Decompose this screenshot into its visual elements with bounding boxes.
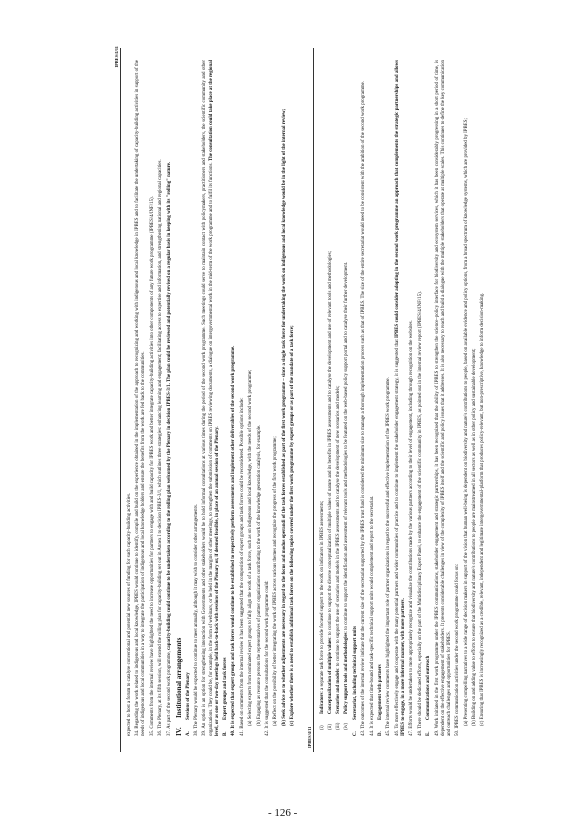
heading-text: Communications and outreach <box>426 655 432 720</box>
paragraph: 38. The Plenary would be expected to continue to meet annually, although it may wish to consider other arrangements. <box>194 504 200 736</box>
paragraph <box>395 60 407 736</box>
list-item-description: : to continue to support the diverse conceptualization of multiple values of nature and its benefits in IPBES assessments and to catalyse the development and use of relevant tools and methodologies; <box>328 250 334 638</box>
section-heading <box>353 60 359 736</box>
sub-paragraph: (a) Selecting experts from nominated expert groups to fully align the work of a task force, such as on indigenous and local knowledge, with the needs of the second work programme; <box>248 369 254 726</box>
paragraph <box>167 60 173 736</box>
heading-label: B. <box>223 731 229 736</box>
list-item-number: (i) <box>320 725 325 730</box>
paragraph: 49. Work initiated in the first work programme under the IPBES communications, stakeholder engagement and strategic partnerships, it has been recognized that the ability of IPBES to strengthen the science–policy interface for biodiversity and ecosystem services, which it has been considerably progressing in a short period of time, is dependent on the effective engagement of stakeholders. It presents considerable challenges in view of the complexity of IPBES itself and the scientific and policy issues that it addresses. It is also necessary to reach and build a dialogue with the multiple stakeholders that operate at multiple scales. This continues to define the key communication and outreach challenges and opportunities for IPBES. <box>434 60 452 736</box>
list-item-description: : to continue to support the identification and assessment of relevant tools and methodologies to be featured on the web-based policy support portal and to catalyse their further development. <box>344 261 350 633</box>
list-item <box>320 60 326 736</box>
list-item <box>328 60 334 736</box>
paragraph: expected to host a forum to catalyse conventional and potential new sources of funding for such capacity-building activities. <box>127 492 132 736</box>
heading-label: A. <box>185 731 191 736</box>
paragraph-text: 39. An option is an option for strengthening interaction with Governments and other stakeholders would be to hold informal consultations at various times during the period of the second work programme. Such meetings could serve to maintain contact with policymakers, practitioners and stakeholders, the scientific community and other organizations. They could be, for example, in the form of webinars, or be held in the margins of other meetings, to strengthen the submission of comments on IPBES reviewing documents, a dialogue on intergovernmental work in the mid-term of the work programme and to fulfil its functions. <box>202 60 214 736</box>
header-rule <box>313 48 314 752</box>
right-page-body <box>320 60 489 736</box>
list-item-number: (ii) <box>328 724 334 730</box>
heading-text: Engagement with partners <box>378 664 384 720</box>
left-page-body <box>127 60 299 736</box>
paragraph: 44. It is expected that time-bound and task-specific technical support units would complement and report to the secretariat. <box>369 495 375 736</box>
chapter-heading <box>175 60 183 736</box>
heading-text: Institutional arrangements <box>175 637 184 718</box>
heading-label: E. <box>426 731 432 736</box>
sub-paragraph: (b) Building on and adding value to efforts to ensure that biodiversity and nature's contributions to people are mainstreamed in all sectors as well as in other policy and sustainable development; <box>471 348 477 726</box>
list-item-description: : a separate task force to provide focused support to the work on indicators in IPBES assessments; <box>320 500 325 693</box>
paragraph: 50. IPBES communication activities under the second work programme could focus on: <box>455 564 461 736</box>
sub-paragraph: (a) Presenting compelling narratives to a wide range of decision makers in support of the vision that human well-being is dependent on biodiversity and nature's contributions to people, based on available evidence and policy options, from a broad spectrum of knowledge systems, which are provided by IPBES; <box>463 118 469 726</box>
list-item-text <box>328 60 334 714</box>
section-heading <box>186 60 192 736</box>
paragraph-emphasis: capacity-building could continue to be undertaken according to the rolling plan welcomed by the Plenary in decision IPBES-3/1. The plan could be reviewed and potentially revised on a regular basis in keeping with its "rolling" nature. <box>166 161 172 650</box>
document-symbol: IPBES/4/11 <box>114 46 119 68</box>
heading-label: IV. <box>175 727 184 736</box>
right-page <box>308 40 488 760</box>
paragraph-emphasis: The consultation could take place at the regional level, or as one or two-day meetings held back-to-back with sessions of the Plenary or, if deemed feasible, in place of an annual session of the Plenary. <box>208 59 220 736</box>
list-item-label: Policy support tools and methodologies <box>344 632 350 714</box>
paragraph-text: 46. To more effectively engage and cooperate with the many potential partners and wider communities of practice and to continue to implement the stakeholder engagement strategy, it is suggested that <box>394 337 400 736</box>
document-symbol: IPBES/4/11 <box>307 726 312 748</box>
sub-paragraph: (c) Explore whether there is a need to establish additional task forces on the following topics covered under the first work programme by expert groups or as part of the mandate of a task force; <box>290 325 296 726</box>
section-heading <box>426 60 432 736</box>
list-item-description: : to continue to support the use of scenarios and models in the IPBES assessments and to catalyse the development of new scenarios and models; <box>336 385 342 669</box>
paragraph: 41. Based on comments from the internal review it has been suggested that the composition of expert groups and task forces could be reconsidered. Possible options include: <box>239 397 245 736</box>
list-item <box>344 60 350 736</box>
heading-text: Secretariat, including technical support units <box>352 625 358 720</box>
header-rule <box>120 48 121 752</box>
sub-paragraph: (a) Reflect on the possibility of better integrating the work of IPBES across various themes and recognize the progress of the first work programme; <box>273 436 279 726</box>
heading-text: Sessions of the Plenary <box>185 672 191 720</box>
paragraph: 47. Efforts would be undertaken to more appropriately recognize and visualize the contributions made by the various partners according to their level of engagement, including through recognition on the websites. <box>409 320 415 736</box>
list-item-number: (iv) <box>344 722 350 730</box>
list-item-label: Conceptualization of multiple values <box>328 637 334 714</box>
section-heading <box>378 60 384 736</box>
list-item-text <box>336 60 342 714</box>
list-item-text <box>320 60 326 714</box>
paragraph: 42. It is suggested that the consultations for the second work programme could: <box>265 580 271 736</box>
paragraph: 43. The outcomes of the internal review indicate that the current size of the secretariat supported by the IPBES trust fund is considered the minimum size to manage a thorough implementation process such as that of IPBES. The size of the entire secretariat would need to be consistent with the ambition of the second work programme. <box>361 81 367 736</box>
paragraph: 40. It is expected that expert groups and task forces would continue to be established to respectively perform assessments and implement other deliverables of the second work programme. <box>231 345 237 736</box>
heading-label: D. <box>378 731 384 736</box>
section-heading <box>223 60 229 736</box>
paragraph-emphasis: IPBES could consider adopting in the second work programme an approach that complements the strategic partnerships and allows IPBES to engage, in a more informal manner, with more partners. <box>394 59 406 736</box>
paragraph: 35. Comments from the internal review have highlighted the need to increase opportunities for partners to engage with and build capacity for IPBES work and better integrate capacity-building activities into other components of any future work programme (IPBES/4/INF/15). <box>149 196 155 736</box>
paragraph: 45. The internal review comments have highlighted the important role of partner organizations in regard to the successful and effective implementation of the IPBES work programme. <box>386 377 392 736</box>
paragraph: 36. The Plenary, at its fifth session, will extend the rolling plan for capacity-building set out in Annex I to decision IPBES-3/1, which outlines three strategies: enhancing learning and engagement; facilitating access to expertise and information, and strengthening national and regional capacities. <box>158 159 164 736</box>
list-item-label: Scenarios and models <box>336 668 342 714</box>
left-page <box>115 40 300 760</box>
heading-label: C. <box>352 731 358 736</box>
list-item-label: Indicators <box>320 692 325 714</box>
paragraph: 34. Regarding the work related to indigenous and local knowledge, IPBES would continue to identify, compile and build on the experience obtained in the implementation of the approach to recognizing and working with indigenous and local knowledge in IPBES and to facilitate the undertaking of capacity-building activities in support of the needs of indigenous and local communities in a way to integrate the participation of indigenous and local knowledge holders and ensure the benefits from the work are fed back to the communities. <box>135 60 147 736</box>
paragraph-text: 37. As part of the second work programme, <box>166 649 172 736</box>
list-item-text <box>344 60 350 714</box>
paragraph <box>202 60 220 736</box>
sub-paragraph: (c) Ensuring that IPBES is increasingly recognized as a credible, relevant, independent and legitimate intergovernmental-platform that produces policy-relevant, but non-prescriptive, knowledge to inform decision-making. <box>480 292 486 726</box>
list-item <box>336 60 342 736</box>
paragraph: 48. There should be dedicated efforts, especially on the part of the Multidisciplinary Expert Panel, to enhance the engagement of the scientific community in IPBES, as pointed out in the internal review report (IPBES/4/INF/15). <box>417 290 423 736</box>
sub-paragraph: (b) Seek advice as to whether adjustments are necessary in regard to the focus and modus operandi of the task forces established as part of the first work programme – since a single task force for undertaking the work on indigenous and local knowledge would be in the light of the internal review; <box>281 108 287 726</box>
page-number: - 126 - <box>268 807 298 819</box>
heading-text: Expert groups and task forces <box>223 657 229 720</box>
sub-paragraph: (b) Engaging as resource persons the representatives of partner organizations contributing to the work of the knowledge generation catalysis, for example. <box>256 424 262 726</box>
list-item-number: (iii) <box>336 722 342 730</box>
